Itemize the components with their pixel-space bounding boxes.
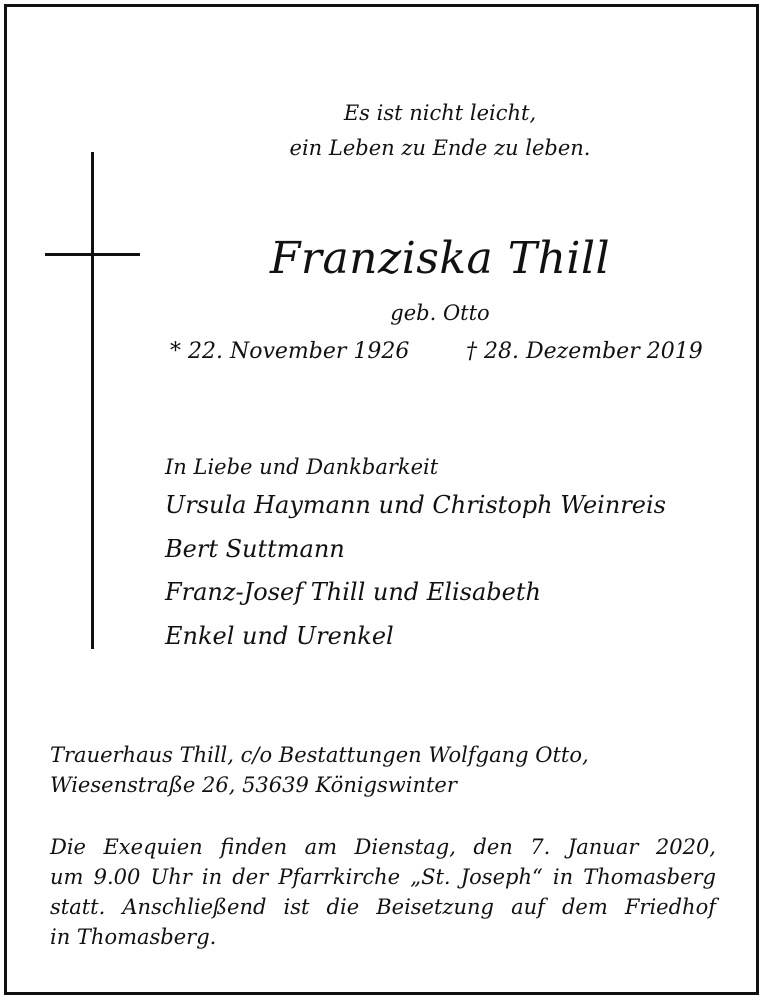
mourning-house-address (50, 740, 730, 800)
cross-horizontal-bar (45, 253, 140, 256)
service-line: um 9.00 Uhr in der Pfarrkirche „St. Joseph“ in Thomasberg (50, 865, 716, 889)
cross-vertical-bar (91, 152, 94, 649)
birth-date: * 22. November 1926 (170, 339, 410, 364)
mourner-name: Enkel und Urenkel (165, 621, 394, 650)
service-line: statt. Anschließend ist die Beisetzung auf dem Friedhof (50, 895, 716, 919)
mourners-list (165, 450, 725, 658)
address-line-2: Wiesenstraße 26, 53639 Königswinter (50, 773, 457, 797)
funeral-service-notice (50, 832, 716, 952)
service-line: Die Exequien finden am Dienstag, den 7. Januar 2020, (50, 835, 716, 859)
motto-line-1: Es ist nicht leicht, (343, 101, 537, 125)
address-line-1: Trauerhaus Thill, c/o Bestattungen Wolfgang Otto, (50, 743, 589, 767)
maiden-name: geb. Otto (390, 301, 490, 325)
mourner-name: Ursula Haymann und Christoph Weinreis (165, 491, 666, 519)
motto (220, 96, 660, 166)
service-line: in Thomasberg. (50, 925, 217, 949)
mourners-intro: In Liebe und Dankbarkeit (165, 455, 439, 479)
mourner-name: Bert Suttmann (165, 534, 345, 563)
motto-line-2: ein Leben zu Ende zu leben. (289, 136, 591, 160)
mourner-name: Franz-Josef Thill und Elisabeth (165, 578, 541, 606)
death-date: † 28. Dezember 2019 (466, 339, 703, 364)
deceased-name: Franziska Thill (269, 233, 611, 284)
